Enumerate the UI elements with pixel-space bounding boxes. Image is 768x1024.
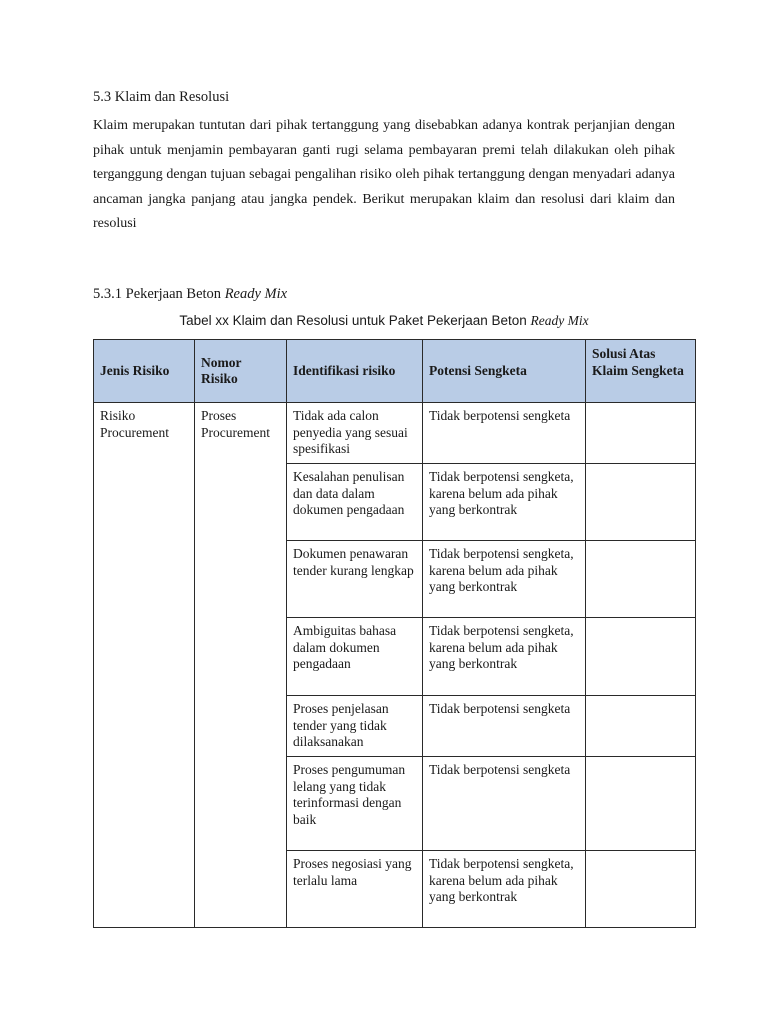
subsection-heading — [93, 285, 287, 303]
cell-identifikasi: Tidak ada calon penyedia yang sesuai spesifikasi — [287, 403, 423, 464]
cell-potensi: Tidak berpotensi sengketa, karena belum ada pihak yang berkontrak — [423, 541, 586, 618]
header-nomor-risiko: Nomor Risiko — [195, 340, 287, 403]
cell-potensi: Tidak berpotensi sengketa — [423, 696, 586, 757]
cell-nomor-risiko: Proses Procurement — [195, 403, 287, 928]
cell-solusi — [586, 464, 696, 541]
cell-potensi: Tidak berpotensi sengketa, karena belum ada pihak yang berkontrak — [423, 618, 586, 696]
cell-identifikasi: Dokumen penawaran tender kurang lengkap — [287, 541, 423, 618]
header-identifikasi-risiko: Identifikasi risiko — [287, 340, 423, 403]
cell-identifikasi: Proses negosiasi yang terlalu lama — [287, 851, 423, 928]
risk-table — [93, 339, 696, 928]
table-caption — [93, 312, 675, 329]
table-header-row — [94, 340, 696, 403]
cell-identifikasi: Ambiguitas bahasa dalam dokumen pengadaan — [287, 618, 423, 696]
table-body — [94, 403, 696, 928]
cell-identifikasi: Kesalahan penulisan dan data dalam dokumen pengadaan — [287, 464, 423, 541]
subsection-heading-text: 5.3.1 Pekerjaan Beton — [93, 286, 225, 302]
header-jenis-risiko: Jenis Risiko — [94, 340, 195, 403]
cell-identifikasi: Proses penjelasan tender yang tidak dilaksanakan — [287, 696, 423, 757]
cell-solusi — [586, 851, 696, 928]
cell-solusi — [586, 757, 696, 851]
cell-potensi: Tidak berpotensi sengketa, karena belum ada pihak yang berkontrak — [423, 851, 586, 928]
caption-italic: Ready Mix — [530, 313, 589, 328]
cell-identifikasi: Proses pengumuman lelang yang tidak terinformasi dengan baik — [287, 757, 423, 851]
cell-potensi: Tidak berpotensi sengketa — [423, 757, 586, 851]
cell-solusi — [586, 696, 696, 757]
table-row — [94, 403, 696, 464]
section-heading: 5.3 Klaim dan Resolusi — [93, 89, 230, 105]
subsection-heading-italic: Ready Mix — [224, 286, 288, 302]
cell-solusi — [586, 618, 696, 696]
caption-text: Tabel xx Klaim dan Resolusi untuk Paket Pekerjaan Beton — [179, 313, 531, 328]
header-solusi: Solusi Atas Klaim Sengketa — [586, 340, 696, 403]
cell-solusi — [586, 541, 696, 618]
cell-potensi: Tidak berpotensi sengketa — [423, 403, 586, 464]
cell-jenis-risiko: Risiko Procurement — [94, 403, 195, 928]
cell-potensi: Tidak berpotensi sengketa, karena belum ada pihak yang berkontrak — [423, 464, 586, 541]
section-paragraph: Klaim merupakan tuntutan dari pihak tertanggung yang disebabkan adanya kontrak perjanjian dengan pihak untuk menjamin pembayaran ganti rugi selama pembayaran premi telah dilakukan oleh pihak terganggung dengan tujuan sebagai pengalihan risiko oleh pihak tertanggung dengan menyadari adanya ancaman jangka panjang atau jangka pendek. Berikut merupakan klaim dan resolusi dari klaim dan resolusi — [93, 118, 675, 231]
cell-solusi — [586, 403, 696, 464]
header-potensi-sengketa: Potensi Sengketa — [423, 340, 586, 403]
